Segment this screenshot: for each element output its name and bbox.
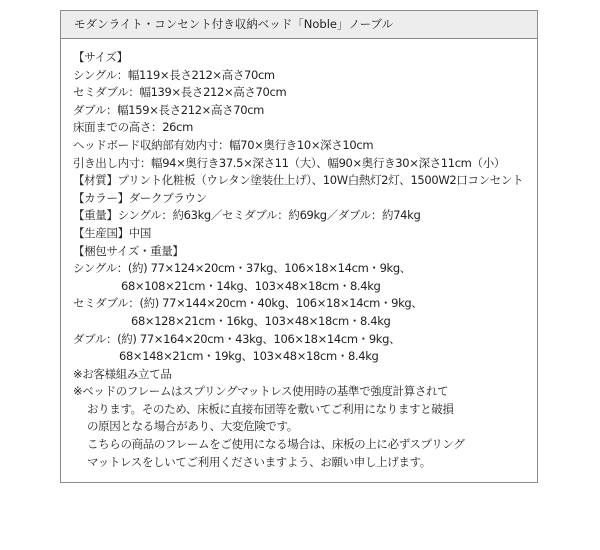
package-double-2: 68×148×21cm・19kg、103×48×18cm・8.4kg [119, 349, 379, 364]
weight: 【重量】シングル：約63kg／セミダブル：約69kg／ダブル：約74kg [73, 208, 421, 223]
spec-table [60, 10, 538, 483]
color: 【カラー】ダークブラウン [73, 190, 207, 205]
headboard-storage: ヘッドボード収納部有効内寸：幅70×奥行き10×深さ10cm [73, 137, 374, 152]
package-single-2: 68×108×21cm・14kg、103×48×18cm・8.4kg [121, 278, 381, 293]
drawer-dimensions: 引き出し内寸：幅94×奥行き37.5×深さ11（大）、幅90×奥行き30×深さ11cm（小） [73, 155, 505, 170]
size-semi-double: セミダブル：幅139×長さ212×高さ70cm [73, 85, 287, 100]
frame-note-3: の原因となる場合があり、大変危険です。 [87, 419, 298, 434]
frame-note-5: マットレスをしいてご利用くださいますよう、お願い申し上げます。 [87, 454, 431, 469]
package-semi-double-1: セミダブル：(約) 77×144×20cm・40kg、106×18×14cm・9kg、 [73, 296, 423, 311]
spec-body [61, 39, 537, 471]
product-title: モダンライト・コンセント付き収納ベッド「Noble」ノーブル [61, 11, 537, 39]
material: 【材質】プリント化粧板（ウレタン塗装仕上げ）、10W白熱灯2灯、1500W2口コンセント [73, 173, 524, 188]
size-heading: 【サイズ】 [73, 50, 128, 64]
frame-note-1: ※ベッドのフレームはスプリングマットレス使用時の基準で強度計算されて [73, 384, 449, 399]
size-double: ダブル：幅159×長さ212×高さ70cm [73, 102, 265, 117]
floor-height: 床面までの高さ：26cm [73, 120, 193, 135]
package-heading: 【梱包サイズ・重量】 [73, 243, 184, 258]
frame-note-2: おります。そのため、床板に直接布団等を敷いてご利用になりますと破損 [87, 401, 454, 416]
assembly-note: ※お客様組み立て品 [73, 366, 172, 381]
package-double-1: ダブル：(約) 77×164×20cm・43kg、106×18×14cm・9kg、 [73, 331, 401, 346]
package-single-1: シングル：(約) 77×124×20cm・37kg、106×18×14cm・9kg、 [73, 261, 411, 276]
size-single: シングル：幅119×長さ212×高さ70cm [73, 67, 275, 82]
origin: 【生産国】中国 [73, 225, 152, 240]
frame-note-4: こちらの商品のフレームをご使用になる場合は、床板の上に必ずスプリング [87, 437, 465, 452]
package-semi-double-2: 68×128×21cm・16kg、103×48×18cm・8.4kg [131, 313, 391, 328]
